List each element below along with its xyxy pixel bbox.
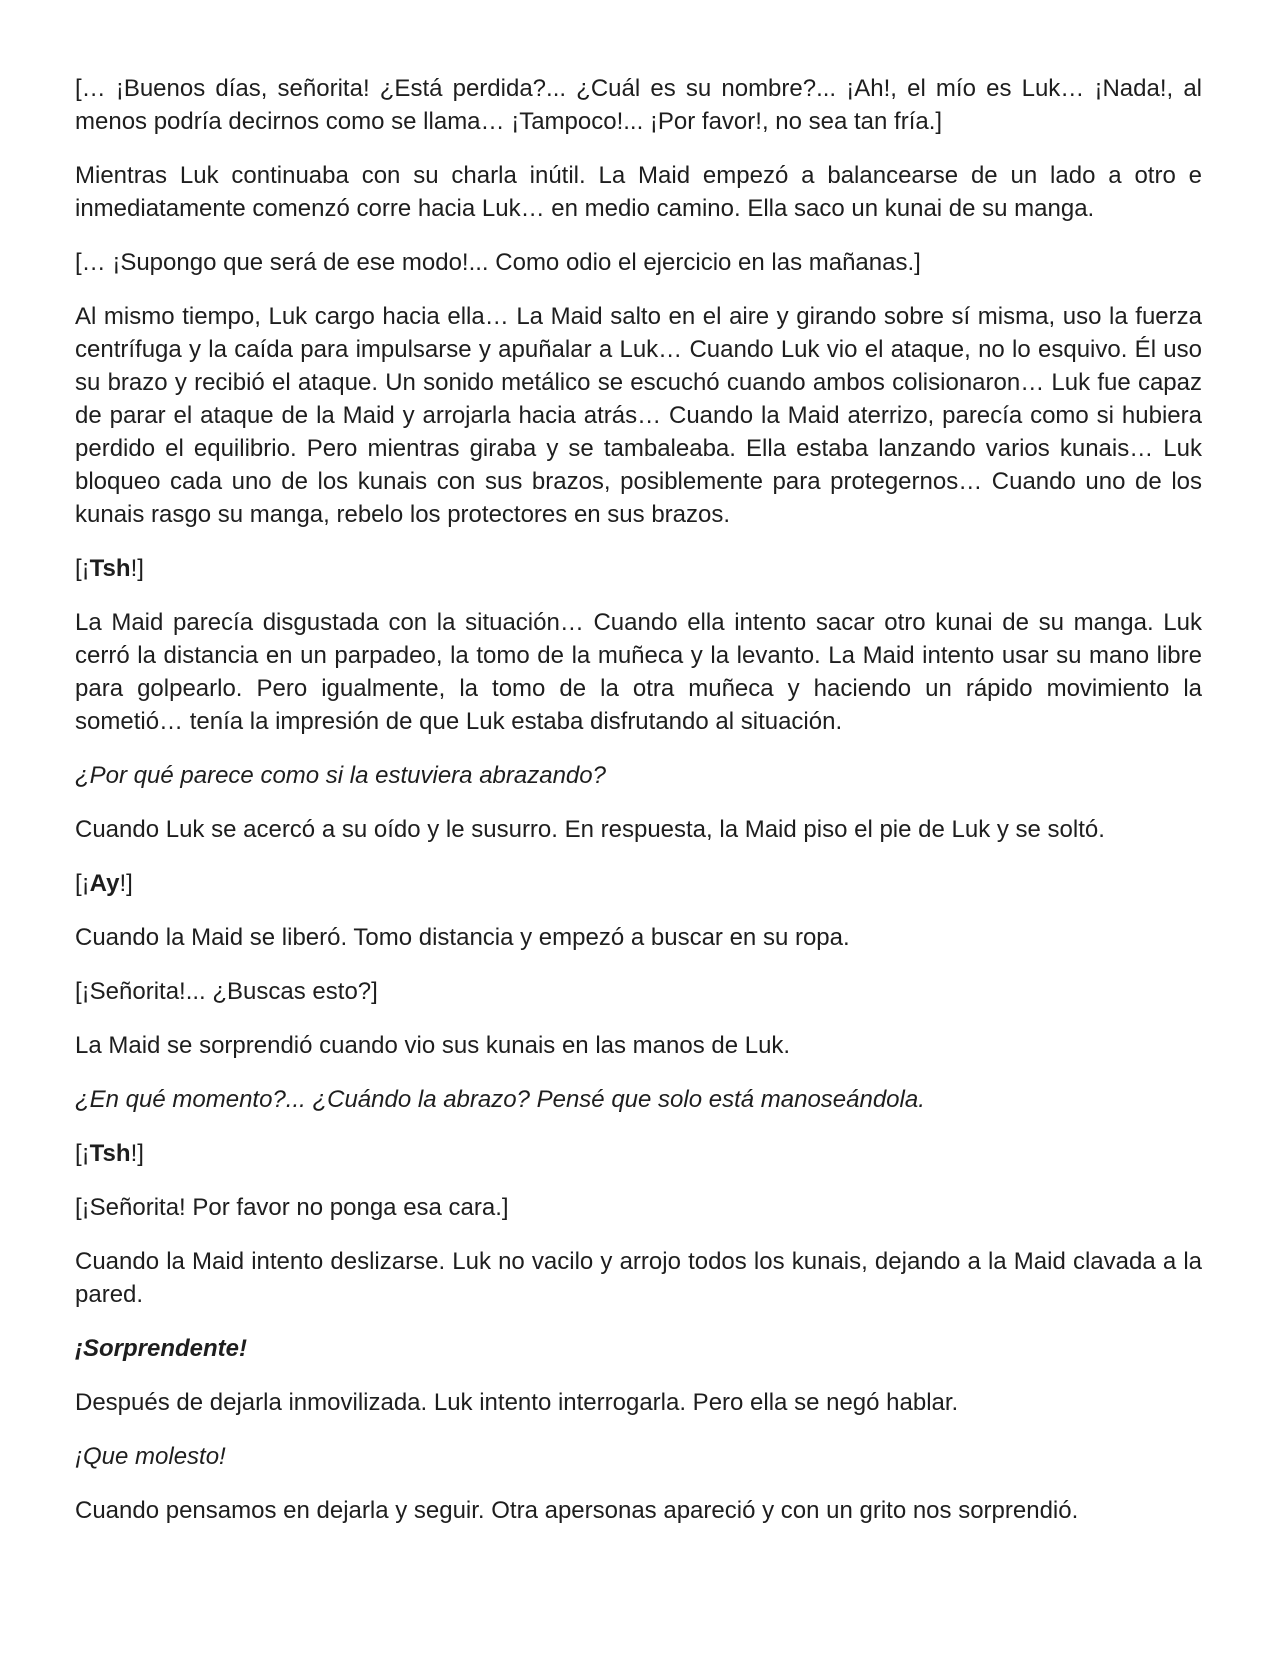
narration-paragraph: La Maid se sorprendió cuando vio sus kunais en las manos de Luk. (75, 1032, 791, 1059)
dialogue-paragraph: [… ¡Buenos días, señorita! ¿Está perdida?... ¿Cuál es su nombre?... ¡Ah!, el mío es Luk… ¡Nada!, al menos podría decirnos como se llama… ¡Tampoco!... ¡Por favor!, no sea tan fría.] (75, 75, 1202, 135)
thought-paragraph: ¿En qué momento?... ¿Cuándo la abrazo? Pensé que solo está manoseándola. (75, 1086, 925, 1113)
exclamation-open: [¡ (75, 870, 90, 897)
dialogue-paragraph: [¡Señorita!... ¿Buscas esto?] (75, 978, 378, 1005)
narration-paragraph: La Maid parecía disgustada con la situación… Cuando ella intento sacar otro kunai de su manga. Luk cerró la distancia en un parpadeo, la tomo de la muñeca y la levanto. La Maid intento usar su mano libre para golpearlo. Pero igualmente, la tomo de la otra muñeca y haciendo un rápido movimiento la sometió… tenía la impresión de que Luk estaba disfrutando al situación. (75, 609, 1202, 735)
shout-paragraph: ¡Sorprendente! (75, 1335, 248, 1362)
exclamation-word: Ay (89, 870, 120, 897)
exclamation-line (75, 867, 1202, 900)
narration-paragraph: Cuando pensamos en dejarla y seguir. Otra apersonas apareció y con un grito nos sorprendió. (75, 1497, 1079, 1524)
thought-paragraph: ¿Por qué parece como si la estuviera abrazando? (75, 762, 606, 789)
exclamation-close: !] (130, 1140, 144, 1167)
dialogue-paragraph: [¡Señorita! Por favor no ponga esa cara.] (75, 1194, 509, 1221)
narration-paragraph: Mientras Luk continuaba con su charla inútil. La Maid empezó a balancearse de un lado a otro e inmediatamente comenzó corre hacia Luk… en medio camino. Ella saco un kunai de su manga. (75, 162, 1202, 222)
narration-paragraph: Cuando Luk se acercó a su oído y le susurro. En respuesta, la Maid piso el pie de Luk y se soltó. (75, 816, 1105, 843)
thought-paragraph: ¡Que molesto! (75, 1443, 226, 1470)
exclamation-close: !] (119, 870, 133, 897)
exclamation-open: [¡ (75, 1140, 90, 1167)
dialogue-paragraph: [… ¡Supongo que será de ese modo!... Como odio el ejercicio en las mañanas.] (75, 249, 921, 276)
document-page (75, 72, 1202, 1527)
exclamation-close: !] (130, 555, 144, 582)
exclamation-line (75, 1137, 1202, 1170)
narration-paragraph: Al mismo tiempo, Luk cargo hacia ella… La Maid salto en el aire y girando sobre sí misma, uso la fuerza centrífuga y la caída para impulsarse y apuñalar a Luk… Cuando Luk vio el ataque, no lo esquivo. Él uso su brazo y recibió el ataque. Un sonido metálico se escuchó cuando ambos colisionaron… Luk fue capaz de parar el ataque de la Maid y arrojarla hacia atrás… Cuando la Maid aterrizo, parecía como si hubiera perdido el equilibrio. Pero mientras giraba y se tambaleaba. Ella estaba lanzando varios kunais… Luk bloqueo cada uno de los kunais con sus brazos, posiblemente para protegernos… Cuando uno de los kunais rasgo su manga, rebelo los protectores en sus brazos. (75, 303, 1202, 528)
exclamation-word: Tsh (89, 555, 131, 582)
narration-paragraph: Cuando la Maid se liberó. Tomo distancia y empezó a buscar en su ropa. (75, 924, 850, 951)
exclamation-word: Tsh (89, 1140, 131, 1167)
narration-paragraph: Cuando la Maid intento deslizarse. Luk no vacilo y arrojo todos los kunais, dejando a la Maid clavada a la pared. (75, 1248, 1202, 1308)
exclamation-line (75, 552, 1202, 585)
narration-paragraph: Después de dejarla inmovilizada. Luk intento interrogarla. Pero ella se negó hablar. (75, 1389, 959, 1416)
exclamation-open: [¡ (75, 555, 90, 582)
